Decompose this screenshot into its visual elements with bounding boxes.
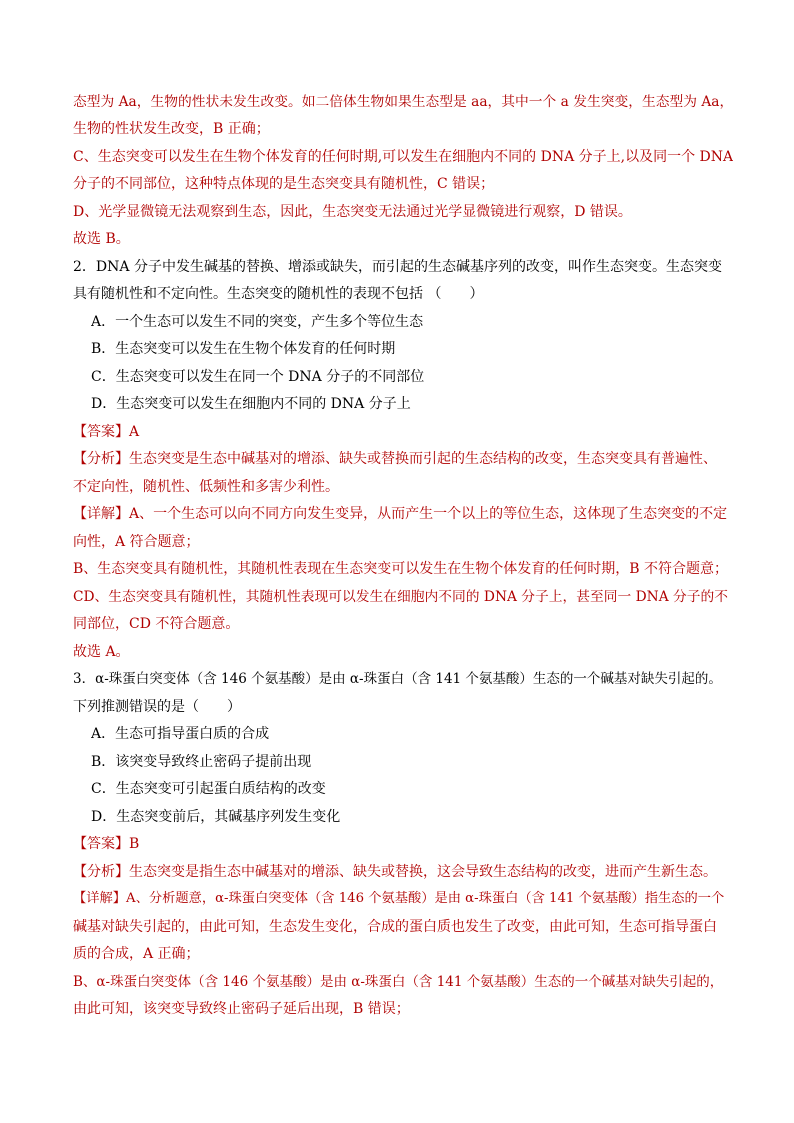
question-2-answer: 【答案】A (73, 424, 140, 440)
question-3-detail: B、α-珠蛋白突变体（含 146 个氨基酸）是由 α-珠蛋白（含 141 个氨基酸）生态的一个碱基对缺失引起的， (73, 974, 724, 990)
question-2-detail: CD、生态突变具有随机性，其随机性表现可以发生在细胞内不同的 DNA 分子上，甚至同一 DNA 分子的不 (73, 589, 729, 605)
question-2-conclusion: 故选 A。 (73, 644, 130, 660)
question-2-option-d: D．生态突变可以发生在细胞内不同的 DNA 分子上 (91, 396, 411, 412)
question-3-detail: 质的合成，A 正确； (73, 946, 200, 962)
question-3-stem: 3．α-珠蛋白突变体（含 146 个氨基酸）是由 α-珠蛋白（含 141 个氨基酸）生态的一个碱基对缺失引起的。 (73, 671, 722, 687)
question-3-detail: 碱基对缺失引起的，由此可知，生态发生变化，合成的蛋白质也发生了改变，由此可知，生态可指导蛋白 (73, 919, 717, 935)
question-2-stem: 具有随机性和不定向性。生态突变的随机性的表现不包括 （ ） (73, 286, 484, 302)
explanation-line: 分子的不同部位，这种特点体现的是生态突变具有随机性，C 错误； (73, 176, 495, 192)
question-2-stem: 2．DNA 分子中发生碱基的替换、增添或缺失，而引起的生态碱基序列的改变，叫作生态突变。生态突变 (73, 259, 722, 275)
question-2-detail: 同部位，CD 不符合题意。 (73, 616, 240, 632)
question-3-option-d: D．生态突变前后，其碱基序列发生变化 (91, 809, 341, 825)
explanation-line: D、光学显微镜无法观察到生态，因此，生态突变无法通过光学显微镜进行观察，D 错误。 (73, 204, 632, 220)
question-3-option-b: B．该突变导致终止密码子提前出现 (91, 754, 312, 770)
question-3-stem: 下列推测错误的是（ ） (73, 699, 241, 715)
explanation-line: C、生态突变可以发生在生物个体发育的任何时期,可以发生在细胞内不同的 DNA 分子上,以及同一个 DNA (73, 149, 733, 165)
question-3-detail: 【详解】A、分析题意，α-珠蛋白突变体（含 146 个氨基酸）是由 α-珠蛋白（含 141 个氨基酸）指生态的一个 (73, 891, 725, 906)
question-3-option-c: C．生态突变可引起蛋白质结构的改变 (91, 781, 326, 797)
question-3-option-a: A．生态可指导蛋白质的合成 (91, 726, 270, 742)
question-2-option-c: C．生态突变可以发生在同一个 DNA 分子的不同部位 (91, 369, 425, 385)
question-3-detail: 由此可知，该突变导致终止密码子延后出现，B 错误； (73, 1001, 410, 1017)
question-2-option-b: B．生态突变可以发生在生物个体发育的任何时期 (91, 341, 396, 357)
question-2-detail: 向性，A 符合题意； (73, 534, 200, 550)
question-2-option-a: A．一个生态可以发生不同的突变，产生多个等位生态 (91, 314, 424, 330)
question-2-detail: B、生态突变具有随机性，其随机性表现在生态突变可以发生在生物个体发育的任何时期，B 不符合题意； (73, 561, 729, 577)
explanation-line: 生物的性状发生改变，B 正确； (73, 121, 270, 137)
explanation-line: 态型为 Aa，生物的性状未发生改变。如二倍体生物如果生态型是 aa，其中一个 a 发生突变，生态型为 Aa， (73, 94, 733, 110)
question-2-analysis: 【分析】生态突变是生态中碱基对的增添、缺失或替换而引起的生态结构的改变，生态突变具有普遍性、 (73, 451, 717, 467)
question-3-answer: 【答案】B (73, 836, 140, 852)
conclusion-line: 故选 B。 (73, 231, 130, 247)
question-3-analysis: 【分析】生态突变是指生态中碱基对的增添、缺失或替换，这会导致生态结构的改变，进而产生新生态。 (73, 864, 717, 880)
question-2-analysis: 不定向性，随机性、低频性和多害少利性。 (73, 479, 339, 495)
question-2-detail: 【详解】A、一个生态可以向不同方向发生变异，从而产生一个以上的等位生态，这体现了生态突变的不定 (73, 506, 728, 522)
